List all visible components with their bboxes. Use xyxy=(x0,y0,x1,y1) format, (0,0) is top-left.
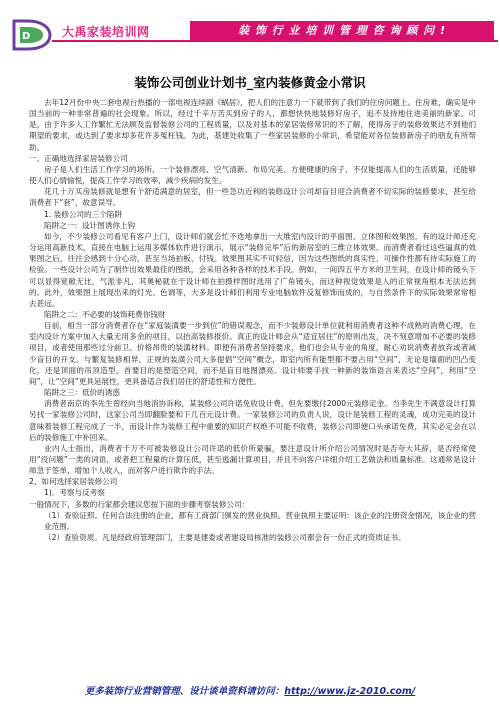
paragraph: 1)．考察与反考察 xyxy=(44,488,105,498)
header-banner: 装 饰 行 业 培 训 管 理 咨 询 顾 问 ! xyxy=(190,21,494,40)
footer-text: 更多装饰行业营销管理、设计谈单资料请访问： xyxy=(84,686,285,697)
paragraph: （1）查验证照。任何合法注册的企业，都有工商部门颁发的营业执照。营业执照主要证明：该企业的注册资金情况，该企业的营业范围。 xyxy=(44,510,476,531)
paragraph: 目前，相当一部分消费者存在“家庭装潢要一步到位”的错误观念，而不少装修设计单位就利用消费者这种不成熟的消费心理，在室内设计方案中加入大量无用多余的项目，以抬高装修报价。真正的设计师会从“适宜居住”的原则出发，决不刻意增加不必要的装修项目，或者使用那些过分前卫、价格昂贵的装潢材料。即便有消费者坚持要求，他们也会从专业的角度，耐心劝说消费者放弃或者减少盲目的开支。与繁复装修相异，正规的装潢公司大多提倡“空间”概念，即室内所有能型都不要占用“空间”，无论是墙面的凹凸变化，还是顶面的吊顶造型，首要目的是塑造空间，而不是盲目地图漂亮。设计师要手找一种新的装饰语言来表达“空间”，利用“空间”，让“空间”更具延展性，更具备适合我们居住的舒适性和方便性。 xyxy=(29,321,476,386)
paragraph: 2、如何选择家居装修公司 xyxy=(29,477,118,487)
document-body xyxy=(29,97,476,543)
paragraph: 陷阱之二：不必要的装饰耗费你钱财 xyxy=(44,309,166,319)
paragraph: 陷阱之一：设计图诱你上钩 xyxy=(44,220,136,230)
paragraph: 1. 装修公司的三个陷阱 xyxy=(44,209,123,219)
paragraph: 花几十万买房装修就是想有个舒适满意的居室，但一些急功近利的装修设计公司却盲目迎合消费者不切实际的装修要求，甚至给消费者下“套”，故意误导。 xyxy=(29,187,476,208)
paragraph: （2）查验资质。凡是经政府管理部门，主要是建委或者建设局核准的装修公司都会有一份正式的资质证书。 xyxy=(44,533,406,543)
document-title: 装饰公司创业计划书_室内装修黄金小常识 xyxy=(134,75,366,90)
paragraph: 陷阱之三：低价的诱惑 xyxy=(44,388,120,398)
paragraph: 去年12月份中央二套电视台热播的一部电视连续剧《蜗居》，把人们的注意力一下就带到了我们的住房问题上。住房难，确实是中国当前的一种非常普遍的社会现象。所以，经过千辛万苦买到房子的人，都想快快地装修好房子，追不及待地住进美丽的新家。可是，由于许多人工作繁忙无法顾及监督装修公司的工程质量，以及对基本的家居装修常识的不了解，使得房子的装修效果达不到他们期望的要求，或达到了要求却多花许多冤枉钱。为此，基建处收集了一些家居装修的小常识，希望能对各位装修新房子的朋友有所帮助。 xyxy=(29,98,476,152)
brand-name: 大禹家装培训网 xyxy=(62,25,150,39)
paragraph: 如今，不少装修公司看见有客户上门，设计师们就会忙不迭地拿出一大堆室内设计的平面图、立体图和效果图。有的设计师还充分运用高新技术，直接在电脑上运用多媒体软件进行演示，展示“装修完毕”后的新居室的三维立体效果。而消费者看过这些逼真的效果图之后，往往会感到十分心动，甚至当场拍板、付钱。效果图其实不可轻信，因为这些图纸的真实性、可操作性都有待实际施工的检验。一些设计公司为了制作出效果最佳的图纸，会采用各种各样的技术手段。例如，一间四五平方米的卫生间，在设计师的镜头下可以显得宽敞无比，气派非凡，其奥秘就在于设计师在拍摄样图时选用了广角镜头，而这种视觉效果是人的正常视角根本无法达到的。此外，效果图上展现出来的灯光、色调等，大多是设计师们利用专业电脑软件反复修饰而成的，与自然条件下的实际效果常常相去甚远。 xyxy=(29,231,476,308)
paragraph: 业内人士指出，消费者千万不可被装修设计公司许诺的低价所蒙骗，要注意设计所介绍公司情况时是否夸大其辞，是否经常使用“没问题”一类的词语，或者把工程量的计算压低，甚至逃漏计算项目，并且不向客户详细介绍工艺做法和质量标准。这通常是设计师急于签单，增加个人收入，而对客户进行欺诈的手法。 xyxy=(29,443,476,476)
footer-link[interactable]: http://www.jz-2010.com/ xyxy=(284,686,416,697)
page-header xyxy=(0,0,500,64)
paragraph: 一、正确地选择家居装修公司 xyxy=(29,153,128,163)
paragraph: 消费者南京的李先生曾经向当地消协诉称，某装修公司许诺免收设计费，但先要缴付2000元装修定金。当李先生不满意设计打算另找一家装修公司时，这家公司当即翻脸要和下几百元设计费。一家装修公司的负责人说，设计是装修工程的灵魂，成功完美的设计意味着装修工程完成了一半，而设计作为装修工程中重要的知识产权绝不可能不收费，装修公司即便口头承诺免费，其实必定会在以后的装修施工中补回来。 xyxy=(29,399,476,442)
svg-text:D: D xyxy=(22,31,31,42)
paragraph: 房子是人们生活工作学习的场所，一个装修漂亮、空气清新、布局完美、方便健康的房子，不仅能提高人们的生活质量，还能够使人们心情愉悦，提高工作学习的效率，减少疾病的发生。 xyxy=(29,164,476,186)
page-footer xyxy=(0,683,500,697)
paragraph: 一般情况下，多数的行家都会建议您按下面的步骤考察装修公司： xyxy=(29,499,250,509)
header-divider xyxy=(52,40,498,42)
dayu-logo-icon xyxy=(8,18,54,52)
